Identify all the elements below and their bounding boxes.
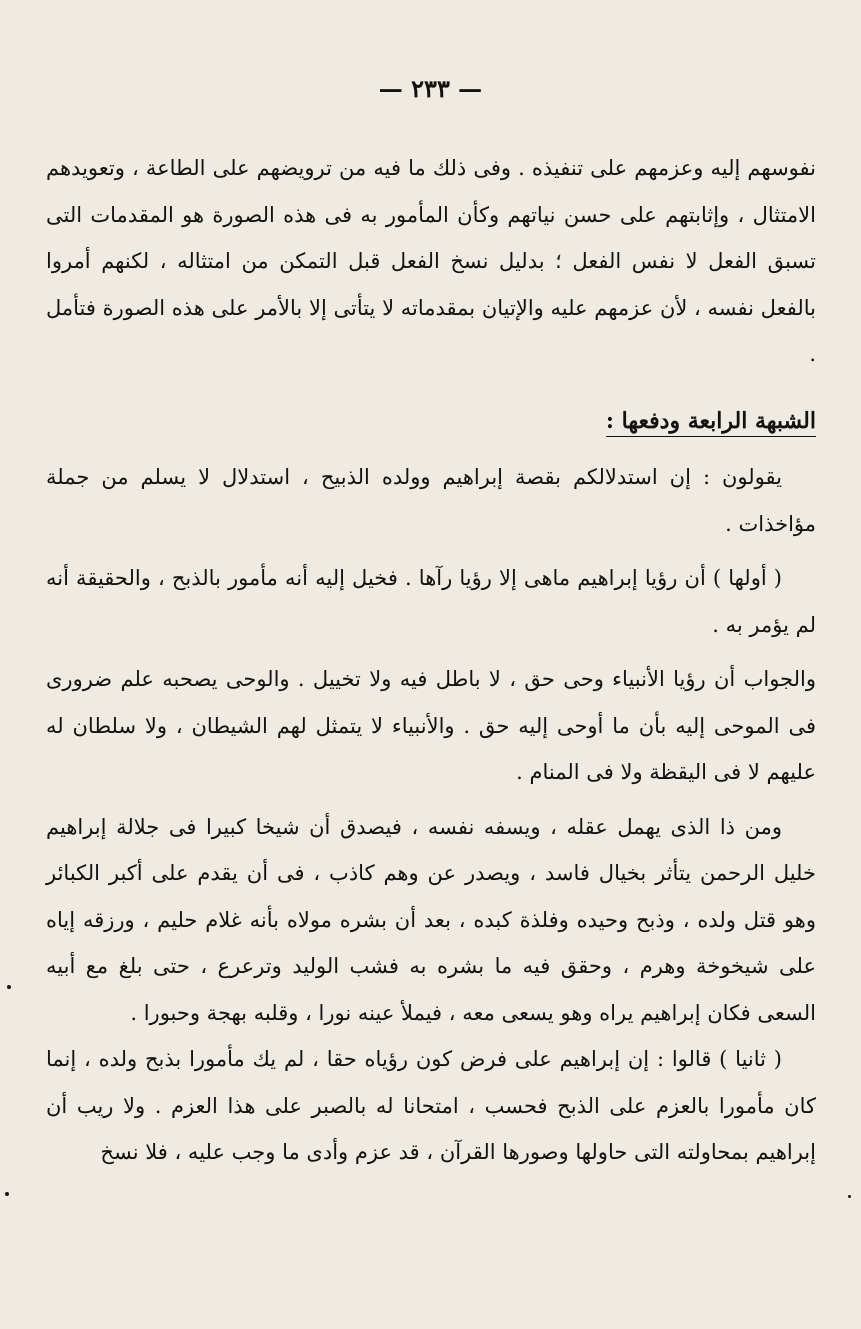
paragraph-second-point: ( ثانيا ) قالوا : إن إبراهيم على فرض كون رؤياه حقا ، لم يك مأمورا بذبح ولده ، إنما كان مأمورا بالعزم على الذبح فحسب ، امتحانا له بالصبر على هذا العزم . ولا ريب أن إبراهيم بمحاولته التى حاولها وصورها القرآن ، قد عزم وأدى ما وجب عليه ، فلا نسخ bbox=[46, 1047, 816, 1164]
paragraph-first-point: ( أولها ) أن رؤيا إبراهيم ماهى إلا رؤيا رآها . فخيل إليه أنه مأمور بالذبح ، والحقيقة أنه لم يؤمر به . bbox=[46, 566, 816, 637]
paragraph-objection-intro: يقولون : إن استدلالكم بقصة إبراهيم وولده الذبيح ، استدلال لا يسلم من جملة مؤاخذات . bbox=[46, 465, 816, 536]
section-heading bbox=[46, 398, 816, 445]
print-speck bbox=[7, 985, 11, 989]
print-speck bbox=[848, 1195, 851, 1198]
print-speck bbox=[5, 1192, 9, 1196]
paragraph-answer: والجواب أن رؤيا الأنبياء وحى حق ، لا باطل فيه ولا تخييل . والوحى يصحبه علم ضرورى فى الموحى إليه بأن ما أوحى إليه حق . والأنبياء لا يتمثل لهم الشيطان ، ولا سلطان له عليهم لا فى اليقظة ولا فى المنام . bbox=[46, 667, 816, 784]
section-heading-text: الشبهة الرابعة ودفعها : bbox=[606, 408, 816, 437]
paragraph-argument: ومن ذا الذى يهمل عقله ، ويسفه نفسه ، فيصدق أن شيخا كبيرا فى جلالة إبراهيم خليل الرحمن يتأثر بخيال فاسد ، ويصدر عن وهم كاذب ، فى أن يقدم على أكبر الكبائر وهو قتل ولده ، وذبح وحيده وفلذة كبده ، بعد أن بشره مولاه بأنه غلام حليم ، ورزقه إياه على شيخوخة وهرم ، وحقق فيه ما بشره به فشب الوليد وترعرع ، حتى بلغ مع أبيه السعى فكان إبراهيم يراه وهو يسعى معه ، فيملأ عينه نورا ، وقلبه بهجة وحبورا . bbox=[46, 814, 816, 1025]
paragraph-continuation: نفوسهم إليه وعزمهم على تنفيذه . وفى ذلك ما فيه من ترويضهم على الطاعة ، وتعويدهم الامتثال ، وإثابتهم على حسن نياتهم وكأن المأمور به فى هذه الصورة هو المقدمات التى تسبق الفعل لا نفس الفعل ؛ بدليل نسخ الفعل قبل التمكن من امتثاله ، لكنهم أمروا بالفعل نفسه ، لأن عزمهم عليه والإتيان بمقدماته لا يتأتى إلا بالأمر على هذه الصورة فتأمل . bbox=[46, 156, 816, 366]
page-body bbox=[46, 145, 816, 1176]
page-number: — ٢٣٣ — bbox=[378, 74, 483, 103]
